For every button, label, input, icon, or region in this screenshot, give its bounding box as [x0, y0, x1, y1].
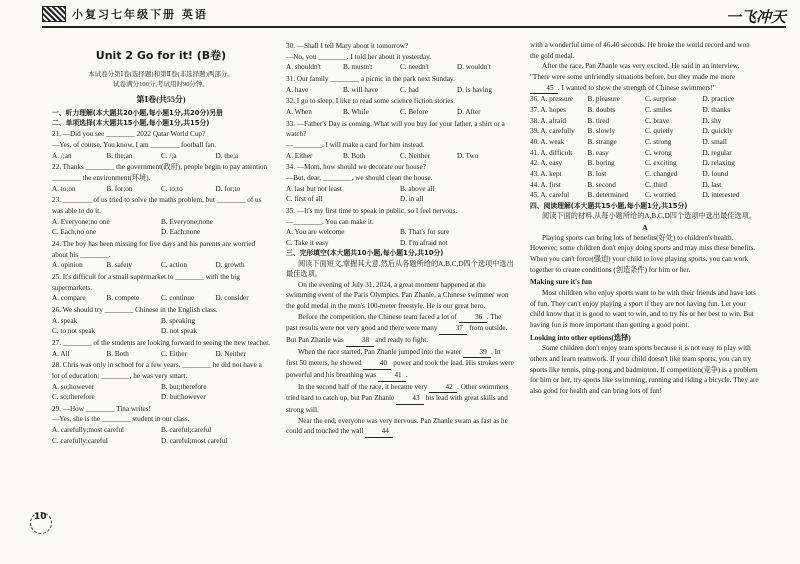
- blank-37: 37: [439, 323, 467, 335]
- cloze-option: D. quickly: [702, 127, 733, 136]
- q34-stem: 34. —Mom, how should we decorate our house?: [286, 163, 426, 172]
- cloze-option: 42. A. easy: [530, 159, 562, 168]
- cloze-option-row: [530, 190, 760, 201]
- cloze-option: 40. A. weak: [530, 137, 565, 146]
- cloze-option: D. last: [702, 180, 722, 189]
- blank-45: 45: [530, 83, 558, 95]
- listening-heading: 一、听力理解(本大题共20小题,每小题1分,共20分)另册: [52, 109, 223, 118]
- q23-option-a: A. Everyone;no one: [52, 217, 110, 226]
- q29-option-a: A. carefully;most careful: [52, 426, 125, 435]
- cloze-option: D. interested: [702, 191, 740, 200]
- blank-39: 39: [463, 347, 491, 359]
- q30-option-c: C. needn't: [400, 63, 429, 72]
- cloze-option: D. found: [702, 169, 729, 178]
- blank-36: 36: [459, 312, 487, 324]
- cloze-option: D. relaxing: [702, 159, 735, 168]
- q24-option-d: D. growth: [215, 261, 245, 270]
- q28-option-a: A. so;however: [52, 382, 94, 391]
- q25-option-a: A. compare: [52, 294, 86, 303]
- q22-option-a: A. to;on: [52, 184, 76, 193]
- cloze-option-row: [530, 169, 760, 180]
- q25-options: [52, 293, 270, 304]
- cloze-p5-continued: with a wonderful time of 46.40 seconds. He broke the world record and won the gold medal.: [530, 41, 750, 60]
- cloze-paragraph-4: [286, 382, 514, 416]
- q25-option-d: D. consider: [215, 294, 249, 303]
- cloze-option: C. brave: [645, 116, 670, 125]
- cloze-p2-text-b: . The past results were not very good and there were many: [286, 312, 502, 333]
- q29-option-b: B. careful;careful: [161, 426, 212, 435]
- q30-options: [286, 62, 514, 73]
- q24-option-a: A. opinion: [52, 261, 83, 270]
- cloze-option: B. determined: [587, 191, 629, 200]
- column-2: [286, 40, 514, 438]
- q33-stem: 33. —Father's Day is coming. What will you buy for your father, a shirt or a watch?: [286, 119, 505, 139]
- cloze-instructions: 阅读下面短文,掌握其大意,然后从各题所给的A,B,C,D四个选项中选出最佳选项。: [286, 259, 514, 279]
- q35-option-c: C. Take it easy: [286, 238, 329, 247]
- q21-options: [52, 151, 270, 162]
- q22-option-c: C. to;to: [161, 184, 183, 193]
- cloze-option: B. doubts: [587, 105, 616, 114]
- cloze-option: D. shy: [702, 116, 722, 125]
- cloze-p2-text-a: Before the competition, the Chinese team faced a lot of: [298, 312, 457, 321]
- q23-options: [52, 217, 270, 238]
- q26-option-b: B. speaking: [161, 316, 195, 325]
- cloze-option: D. regular: [702, 148, 732, 157]
- cloze-option-row: [530, 158, 760, 169]
- cloze-paragraph-5: [286, 416, 514, 438]
- brand-logo: 一飞冲天: [725, 8, 786, 26]
- q35-option-d: D. I'm afraid not: [400, 238, 448, 247]
- q24-option-b: B. safety: [106, 261, 133, 270]
- q22-options: [52, 184, 270, 195]
- blank-40: 40: [363, 358, 391, 370]
- q32-option-d: D. After: [457, 107, 481, 116]
- q30-option-a: A. shouldn't: [286, 63, 321, 72]
- q24-option-c: C. action: [161, 261, 187, 270]
- q31-options: [286, 85, 514, 96]
- blank-41: 41: [378, 370, 406, 382]
- cloze-option: B. easy: [587, 148, 609, 157]
- q34-option-b: B. above all: [400, 184, 435, 193]
- cloze-option: C. wrong: [645, 148, 672, 157]
- cloze-option: C. third: [645, 180, 667, 189]
- q27-option-d: D. Neither: [215, 349, 246, 358]
- q21-option-b: B. the;an: [106, 151, 133, 160]
- cloze-option-row: [530, 116, 760, 127]
- question-27: 27. ________ of the students are looking forward to seeing the new teacher.: [52, 338, 270, 347]
- column-1: [52, 40, 270, 446]
- series-logo-icon: [42, 6, 66, 22]
- cloze-paragraph-1: On the evening of July 31, 2024, a great moment happened at the swimming event of the Paris Olympics. Pan Zhanle, a Chinese swimmer won the gold medal in the men's 100-meter freestyle. He is our great hero.: [286, 280, 509, 311]
- q35-reply: —________. You can make it.: [286, 217, 374, 226]
- cloze-option: C. changed: [645, 169, 678, 178]
- q33-reply: —________. I will make a card for him instead.: [286, 140, 425, 149]
- cloze-option-row: [530, 94, 760, 105]
- q27-option-a: A. All: [52, 349, 70, 358]
- question-29: [52, 404, 270, 425]
- cloze-option: C. smiles: [645, 105, 672, 114]
- cloze-option: 37. A. hopes: [530, 105, 566, 114]
- cloze-option-row: [530, 180, 760, 191]
- q21-stem: 21. —Did you see ________ 2022 Qatar World Cup?: [52, 130, 206, 139]
- blank-44: 44: [365, 426, 393, 438]
- column-3: [530, 40, 760, 396]
- q28-option-d: D. but;however: [161, 393, 206, 402]
- exam-note-2: 试卷满分100分,考试用时90分钟。: [113, 80, 209, 88]
- q29-reply: —Yes, she is the ________ student in our class.: [52, 415, 190, 424]
- cloze-p4-text-c: his lead with great skills and strong will.: [286, 394, 508, 415]
- cloze-option-row: [530, 148, 760, 159]
- question-35: [286, 206, 514, 227]
- q35-option-b: B. That's for sure: [400, 228, 450, 237]
- cloze-p2-text-c: from outside. But Pan Zhanle was: [286, 324, 508, 345]
- q32-option-a: A. When: [286, 107, 312, 116]
- q29-option-d: D. careful;most careful: [161, 436, 228, 445]
- cloze-paragraph-6: [530, 61, 760, 94]
- q26-option-c: C. to not speak: [52, 327, 96, 336]
- cloze-option: B. second: [587, 180, 616, 189]
- q23-option-c: C. Each;no one: [52, 228, 97, 237]
- q22-option-b: B. for;on: [106, 184, 133, 193]
- cloze-p5-text-a: Near the end, everyone was very nervous. Pan Zhanle swam as fast as he could and touched the wall: [286, 416, 508, 436]
- header-rule: [42, 26, 786, 28]
- cloze-option: B. slowly: [587, 127, 616, 136]
- question-25: 25. It's difficult for a small supermarket to ________ with the big supermarkets.: [52, 272, 241, 292]
- q26-option-d: D. not speak: [161, 327, 198, 336]
- q26-option-a: A. speak: [52, 316, 78, 325]
- subheading-options: Looking into other options(选择): [530, 333, 631, 342]
- question-28: 28. Chris was only in school for a few years, ________ he did not have a lot of education; ________, he was very smart.: [52, 361, 262, 380]
- q29-option-c: C. carefully;careful: [52, 436, 108, 445]
- cloze-option: 39. A. carefully: [530, 127, 575, 136]
- reading-paragraph-3: Some children don't enjoy team sports because it is not easy to play with others and learn teamwork. If your child doesn't like team sports, you can try sports like tennis, ping-pong and badminton. If competition(竞争) is a problem for him or her, try sports like swimming, running and riding a bicycle. They are also good for health and can bring lots of fun!: [530, 344, 759, 395]
- q21-option-d: D. the;a: [215, 151, 239, 160]
- cloze-paragraph-2: [286, 312, 514, 347]
- cloze-options: [530, 94, 760, 201]
- q32-options: [286, 107, 514, 118]
- q31-option-b: B. will have: [343, 85, 378, 94]
- q25-option-b: B. compete: [106, 294, 140, 303]
- q23-option-b: B. Everyone;none: [161, 217, 213, 226]
- cloze-option: B. strange: [587, 137, 617, 146]
- cloze-option-row: [530, 105, 760, 116]
- q33-option-a: A. Either: [286, 151, 313, 160]
- header-left: [42, 6, 208, 22]
- cloze-option: B. lost: [587, 169, 607, 178]
- q21-option-a: A. /;an: [52, 151, 72, 160]
- q28-options: [52, 382, 270, 403]
- part-1-heading: 第Ⅰ卷(共55分): [136, 95, 186, 105]
- cloze-p6-text-a: After the race, Pan Zhanle was very excited. He said in an interview, "There were some unfriendly situations before, but they made me more: [530, 62, 740, 81]
- cloze-option: 45. A. careful: [530, 191, 570, 200]
- q34-reply: —But, dear, ________, we should clean the house.: [286, 173, 433, 182]
- passage-a-label: A: [642, 222, 648, 232]
- cloze-p3-text-b: . In first 50 meters, he showed: [286, 347, 501, 368]
- q24-options: [52, 260, 270, 271]
- q32-option-c: C. Before: [400, 107, 428, 116]
- cloze-p3-text-a: When the race started, Pan Zhanle jumped into the water: [298, 347, 462, 356]
- q30-stem: 30. —Shall I tell Mary about it tomorrow?: [286, 42, 409, 50]
- unit-title: Unit 2 Go for it! (B卷): [95, 49, 227, 62]
- reading-paragraph-2: Most children who enjoy sports want to be with their friends and have lots of fun. They can't enjoy playing a sport if they are not having fun. Let your child know that it is good to want to win, and to try his or her best to win. But having fun is more important than getting a good point.: [530, 288, 756, 329]
- cloze-p3-text-c: power and took the lead. His strokes were powerful and his breathing was: [286, 359, 514, 380]
- question-26: 26. We should try ________ Chinese in the English class.: [52, 305, 218, 314]
- q31-option-c: C. had: [400, 85, 419, 94]
- q32-option-b: B. While: [343, 107, 369, 116]
- cloze-heading: 三、完形填空(本大题共10小题,每小题1分,共10分): [286, 249, 444, 258]
- question-24: 24. The boy has been missing for five days and his parents are worried about his ________.: [52, 239, 256, 259]
- cloze-option: 36. A. pressure: [530, 95, 574, 104]
- q34-option-c: C. first of all: [286, 195, 323, 204]
- question-31: 31. Our family ________ a picnic in the park next Sunday.: [286, 74, 455, 83]
- q35-stem: 35. —It's my first time to speak in public, so I feel nervous.: [286, 206, 458, 215]
- q22-option-d: D. for;to: [215, 184, 241, 193]
- q23-option-d: D. Each;none: [161, 228, 201, 237]
- book-title: 小复习七年级下册 英语: [72, 8, 208, 21]
- q34-option-d: D. in all: [400, 195, 424, 204]
- cloze-p6-text-b: . I wanted to show the strength of Chinese swimmers!": [558, 83, 716, 92]
- cloze-option: C. strong: [645, 137, 672, 146]
- q30-option-b: B. mustn't: [343, 63, 373, 72]
- cloze-p4-text-b: . Other swimmers tried hard to catch up, but Pan Zhanle: [286, 382, 509, 403]
- cloze-option: 43. A. kept: [530, 169, 562, 178]
- cloze-option: D. practice: [702, 95, 735, 104]
- cloze-option: B. tired: [587, 116, 610, 125]
- cloze-option: C. surprise: [645, 95, 677, 104]
- question-23: 23. ________ of us tried to solve the maths problem, but ________ of us was able to do it.: [52, 196, 262, 215]
- exam-note-1: 本试卷分第Ⅰ卷(选择题)和第Ⅱ卷(非选择题)两部分。: [88, 71, 234, 79]
- q27-option-b: B. Both: [106, 349, 129, 358]
- cloze-option-row: [530, 137, 760, 148]
- cloze-option: D. thanks: [702, 105, 731, 114]
- q29-options: [52, 425, 270, 446]
- q35-option-a: A. You are welcome: [286, 228, 345, 237]
- question-33: [286, 119, 514, 151]
- q27-options: [52, 349, 270, 360]
- q31-option-d: D. is having: [457, 85, 492, 94]
- question-32: 32. I go to sleep, I like to read some science fiction stories.: [286, 97, 456, 106]
- q21-reply: —Yes, of course. You know, I am ________ football fan.: [52, 141, 217, 150]
- cloze-p4-text-a: In the second half of the race, it became very: [298, 382, 428, 391]
- q30-reply: —No, you ________. I told her about it yesterday.: [286, 52, 432, 61]
- q21-option-c: C. /;a: [161, 151, 177, 160]
- q33-options: [286, 151, 514, 162]
- q35-options: [286, 227, 514, 248]
- cloze-option: 38. A. afraid: [530, 116, 566, 125]
- cloze-option: B. boring: [587, 159, 615, 168]
- q31-option-a: A. have: [286, 85, 309, 94]
- subheading-fun: Making sure it's fun: [530, 278, 592, 287]
- q27-option-c: C. Either: [161, 349, 187, 358]
- reading-heading: 四、阅读理解(本大题共15小题,每小题1分,共15分): [530, 201, 688, 210]
- cloze-option: D. small: [702, 137, 727, 146]
- question-21: [52, 129, 270, 150]
- question-30: [286, 41, 514, 62]
- blank-42: 42: [429, 382, 457, 394]
- single-choice-heading: 二、单项选择(本大题共15小题,每小题1分,共15分): [52, 119, 210, 128]
- q33-option-d: D. Two: [457, 151, 479, 160]
- reading-paragraph-1: Playing sports can bring lots of benefits(好处) to children's health. However, some children don't enjoy doing sports and may miss these benefits. When you can't force(强迫) your child to love playing sports, you can work together to create conditions (创造条件) for him or her.: [530, 233, 756, 274]
- q30-option-d: D. wouldn't: [457, 63, 491, 72]
- cloze-option: 41. A. difficult: [530, 148, 573, 157]
- cloze-option: C. exciting: [645, 159, 677, 168]
- blank-38: 38: [346, 335, 374, 347]
- cloze-option: 44. A. first: [530, 180, 561, 189]
- cloze-paragraph-3: When the race started, Pan Zhanle jumped into the water 39 . In first 50 meters, he showed 40 power and took the lead. His strokes were powerful and his breathing was 41 .: [286, 347, 514, 382]
- cloze-option: B. pleasure: [587, 95, 620, 104]
- blank-43: 43: [396, 393, 424, 405]
- q28-option-c: C. so;therefore: [52, 393, 95, 402]
- q33-option-c: C. Neither: [400, 151, 430, 160]
- q26-options: [52, 316, 270, 337]
- cloze-option: C. quietly: [645, 127, 674, 136]
- reading-instructions: 阅读下面的材料,从每小题所给的A,B,C,D四个选项中选出最佳选项。: [542, 211, 757, 220]
- q29-stem: 29. —How ________ Tina writes!: [52, 404, 151, 413]
- q34-option-a: A. last but not least: [286, 184, 342, 193]
- q33-option-b: B. Both: [343, 151, 366, 160]
- cloze-option: C. worried: [645, 191, 676, 200]
- q28-option-b: B. but;therefore: [161, 382, 207, 391]
- cloze-p2-text-d: and ready to fight.: [375, 336, 428, 345]
- question-34: [286, 162, 514, 183]
- q34-options: [286, 184, 514, 205]
- question-22: 22. Thanks ________ the government(政府), people begin to pay attention ________ the environment(环境).: [52, 163, 268, 183]
- q25-option-c: C. continue: [161, 294, 195, 303]
- cloze-option-row: [530, 126, 760, 137]
- page-number: 10: [34, 512, 47, 522]
